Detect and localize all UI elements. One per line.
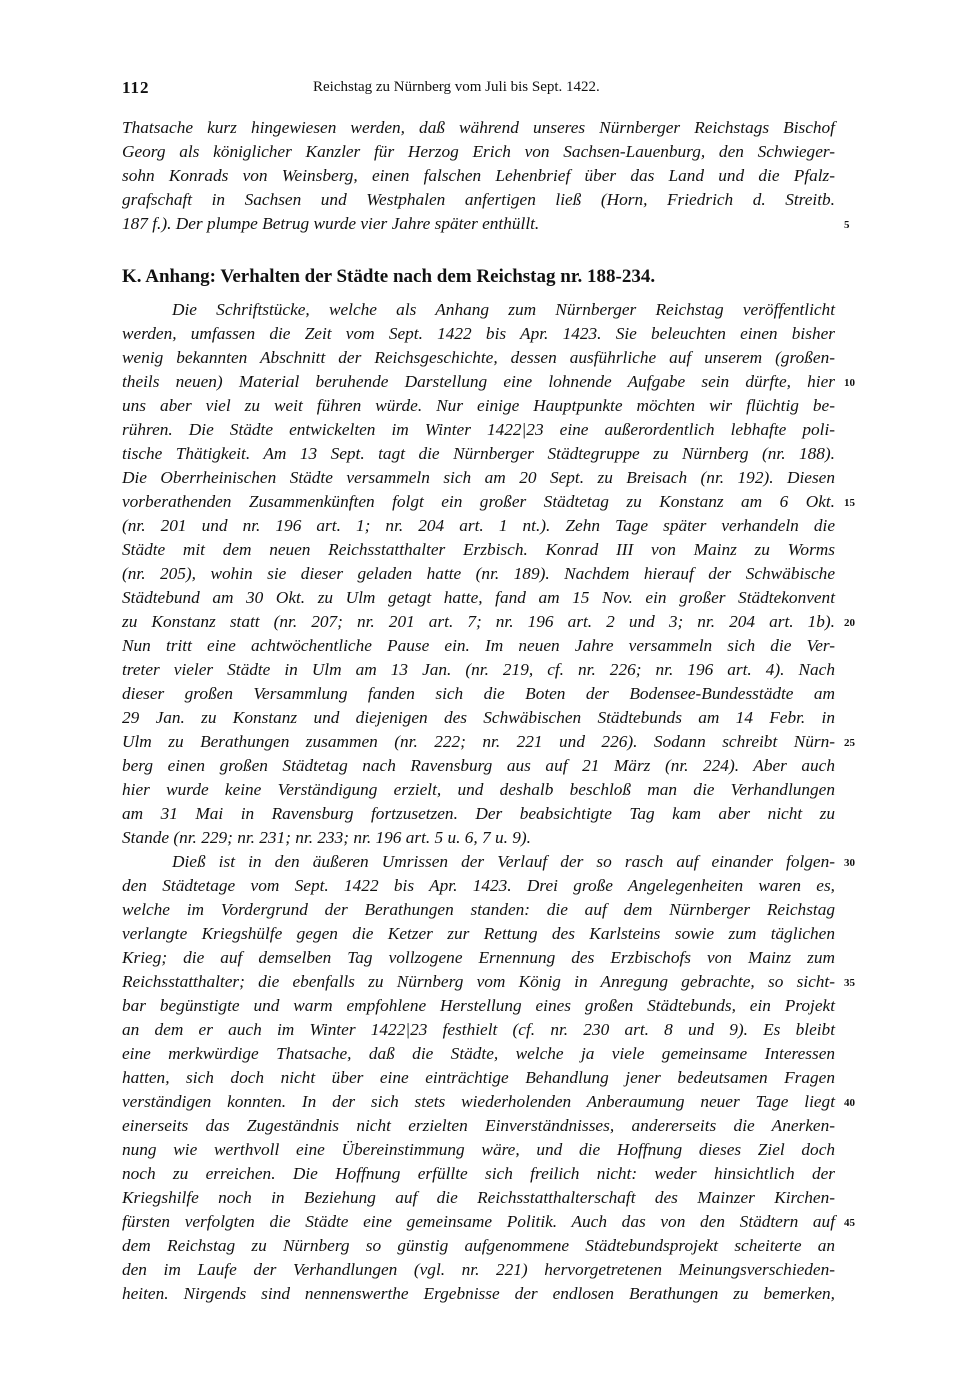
- margin-line-number: 30: [844, 857, 855, 869]
- margin-line-number: 40: [844, 1097, 855, 1109]
- text-line: heiten. Nirgends sind nennenswerthe Ergebnisse der endlosen Berathungen zu bemerken,: [122, 1284, 835, 1303]
- text-line: Die Oberrheinischen Städte versammeln sich am 20 Sept. zu Breisach (nr. 192). Diesen: [122, 468, 835, 487]
- text-line: treter vieler Städte in Ulm am 13 Jan. (nr. 219, cf. nr. 226; nr. 196 art. 4). Nach: [122, 660, 835, 679]
- text-line: noch zu erreichen. Die Hoffnung erfüllte sich freilich nicht: weder hinsichtlich der: [122, 1164, 835, 1183]
- margin-line-number: 15: [844, 497, 855, 509]
- page-header: [122, 78, 842, 100]
- text-line: dem Reichstag zu Nürnberg so günstig aufgenommene Städtebundsprojekt scheiterte an: [122, 1236, 835, 1255]
- text-line: welche im Vordergrund der Berathungen standen: die auf dem Nürnberger Reichstag: [122, 900, 835, 919]
- text-line: (nr. 201 und nr. 196 art. 1; nr. 204 art. 1 nt.). Zehn Tage später verhandeln die: [122, 516, 835, 535]
- margin-line-number: 45: [844, 1217, 855, 1229]
- text-line: Thatsache kurz hingewiesen werden, daß während unseres Nürnberger Reichstags Bischof: [122, 118, 835, 137]
- text-line: eine merkwürdige Thatsache, daß die Städte, welche ja viele gemeinsame Interessen: [122, 1044, 835, 1063]
- text-line: einerseits das Zugeständnis nicht erzielten Einverständnisses, andererseits die Anerken-: [122, 1116, 835, 1135]
- text-line: berg einen großen Städtetag nach Ravensburg aus auf 21 März (nr. 224). Aber auch: [122, 756, 835, 775]
- text-line: Nun tritt eine achtwöchentliche Pause ein. Im neuen Jahre versammeln sich die Ver-: [122, 636, 835, 655]
- text-line: werden, umfassen die Zeit vom Sept. 1422 bis Apr. 1423. Sie beleuchten einen bisher: [122, 324, 835, 343]
- text-line: Ulm zu Berathungen zusammen (nr. 222; nr. 221 und 226). Sodann schreibt Nürn-: [122, 732, 835, 751]
- text-line: den im Laufe der Verhandlungen (vgl. nr. 221) hervorgetretenen Meinungsverschieden-: [122, 1260, 835, 1279]
- margin-line-number: 35: [844, 977, 855, 989]
- text-line: Städtebund am 30 Okt. zu Ulm getagt hatte, fand am 15 Nov. ein großer Städtekonvent: [122, 588, 835, 607]
- text-line: rühren. Die Städte entwickelten im Winter 1422|23 eine außerordentlich lebhafte poli-: [122, 420, 835, 439]
- text-line: Dieß ist in den äußeren Umrissen der Verlauf der so rasch auf einander folgen-: [172, 852, 835, 871]
- text-line: hier wurde keine Verständigung erzielt, und deshalb beschloß man die Verhandlungen: [122, 780, 835, 799]
- text-line: Krieg; die auf demselben Tag vollzogene Ernennung des Erzbischofs von Mainz zum: [122, 948, 835, 967]
- text-line: (nr. 205), wohin sie dieser geladen hatte (nr. 189). Nachdem hierauf der Schwäbische: [122, 564, 835, 583]
- text-line: uns aber viel zu weit führen würde. Nur einige Hauptpunkte möchten wir flüchtig be-: [122, 396, 835, 415]
- text-line: fürsten verfolgten die Städte eine gemeinsame Politik. Auch das von den Städtern auf: [122, 1212, 835, 1231]
- page-number: 112: [122, 78, 150, 97]
- text-line: Reichsstatthalter; die ebenfalls zu Nürnberg vom König in Anregung gebrachte, so sicht-: [122, 972, 835, 991]
- text-line: zu Konstanz statt (nr. 207; nr. 201 art. 7; nr. 196 art. 2 und 3; nr. 204 art. 1b).: [122, 612, 835, 631]
- text-line: grafschaft in Sachsen und Westphalen anfertigen ließ (Horn, Friedrich d. Streitb.: [122, 190, 835, 209]
- text-line: tische Thätigkeit. Am 13 Sept. tagt die Nürnberger Städtegruppe zu Nürnberg (nr. 188).: [122, 444, 835, 463]
- text-line: Kriegshilfe noch in Beziehung auf die Reichsstatthalterschaft des Mainzer Kirchen-: [122, 1188, 835, 1207]
- text-line: den Städtetage vom Sept. 1422 bis Apr. 1423. Drei große Angelegenheiten waren es,: [122, 876, 835, 895]
- margin-line-number: 5: [844, 219, 850, 231]
- running-head: Reichstag zu Nürnberg vom Juli bis Sept. 1422.: [313, 79, 600, 95]
- text-line: am 31 Mai in Ravensburg fortzusetzen. Der beabsichtigte Tag kam aber nicht zu: [122, 804, 835, 823]
- section-heading: K. Anhang: Verhalten der Städte nach dem Reichstag nr. 188-234.: [122, 266, 656, 287]
- text-line: an dem er auch im Winter 1422|23 festhielt (cf. nr. 230 art. 8 und 9). Es bleibt: [122, 1020, 835, 1039]
- text-line: 29 Jan. zu Konstanz und diejenigen des Schwäbischen Städtebunds am 14 Febr. in: [122, 708, 835, 727]
- text-line: Georg als königlicher Kanzler für Herzog Erich von Sachsen-Lauenburg, den Schwieger-: [122, 142, 835, 161]
- text-line: verlangte Kriegshülfe gegen die Ketzer zur Rettung des Karlsteins sowie zum täglichen: [122, 924, 835, 943]
- text-line: nung wie werthvoll eine Übereinstimmung wäre, und die Hoffnung dieses Ziel doch: [122, 1140, 835, 1159]
- text-line: hatten, sich doch nicht über eine einträchtige Behandlung jener bedeutsamen Fragen: [122, 1068, 835, 1087]
- text-line: Städte mit dem neuen Reichsstatthalter Erzbisch. Konrad III von Mainz zu Worms: [122, 540, 835, 559]
- text-line: sohn Konrads von Weinsberg, einen falschen Lehenbrief über das Land und die Pfalz-: [122, 166, 835, 185]
- text-line: dieser großen Versammlung fanden sich die Boten der Bodensee-Bundesstädte am: [122, 684, 835, 703]
- text-line: Die Schriftstücke, welche als Anhang zum Nürnberger Reichstag veröffentlicht: [172, 300, 835, 319]
- margin-line-number: 20: [844, 617, 855, 629]
- margin-line-number: 25: [844, 737, 855, 749]
- text-line: vorberathenden Zusammenkünften folgt ein großer Städtetag zu Konstanz am 6 Okt.: [122, 492, 835, 511]
- text-line: verständigen konnten. In der sich stets wiederholenden Anberaumung neuer Tage liegt: [122, 1092, 835, 1111]
- margin-line-number: 10: [844, 377, 855, 389]
- text-line: theils neuen) Material beruhende Darstellung eine lohnende Aufgabe sein dürfte, hier: [122, 372, 835, 391]
- text-line: wenig bekannten Abschnitt der Reichsgeschichte, dessen ausführliche auf unserem (großen-: [122, 348, 835, 367]
- text-line: 187 f.). Der plumpe Betrug wurde vier Jahre später enthüllt.: [122, 214, 540, 233]
- text-line: Stande (nr. 229; nr. 231; nr. 233; nr. 196 art. 5 u. 6, 7 u. 9).: [122, 828, 531, 847]
- text-line: bar begünstigte und warm empfohlene Herstellung eines großen Städtebunds, ein Projekt: [122, 996, 835, 1015]
